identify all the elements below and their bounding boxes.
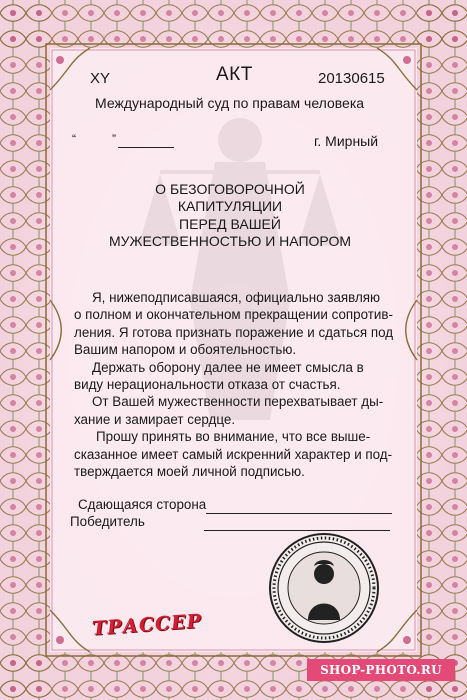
title-line: ПЕРЕД ВАШЕЙ bbox=[179, 215, 281, 232]
body-line: Держать оборону далее не имеет смысла в bbox=[92, 359, 364, 375]
body-line: ления. Я готова признать поражение и сдаться под bbox=[74, 324, 394, 340]
surrendering-party-signature-line bbox=[206, 512, 392, 514]
document-title: АКТ bbox=[216, 64, 253, 85]
act-body bbox=[74, 289, 404, 480]
header-code: XY bbox=[90, 70, 111, 87]
court-name: Международный суд по правам человека bbox=[95, 95, 365, 111]
body-line: хание и замирает сердце. bbox=[74, 411, 236, 427]
city: г. Мирный bbox=[314, 133, 379, 149]
title-line: МУЖЕСТВЕННОСТЬЮ И НАПОРОМ bbox=[109, 232, 351, 249]
body-line: сказанное имеет самый искренний характер и под- bbox=[74, 446, 393, 462]
official-seal-icon bbox=[268, 532, 380, 644]
winner-label: Победитель bbox=[70, 514, 145, 529]
stamp-signature: ТРАССЕР bbox=[91, 610, 203, 640]
act-subject-title bbox=[60, 181, 400, 250]
body-line: о полном и окончательном прекращении сопротив- bbox=[74, 307, 393, 323]
title-line: КАПИТУЛЯЦИИ bbox=[177, 198, 283, 215]
surrendering-party-label: Сдающаяся сторона bbox=[78, 497, 207, 512]
body-line: Вашим напором и обоятельностью. bbox=[74, 342, 297, 358]
date-quote-close: ” bbox=[112, 132, 116, 146]
body-line: Прошу принять во внимание, что все выше- bbox=[96, 429, 371, 445]
winner-signature-line bbox=[204, 529, 390, 531]
body-line: От Вашей мужественности перехватывает ды- bbox=[92, 394, 384, 410]
date-blank-line bbox=[118, 134, 174, 148]
site-logo: SHOP-PHOTO.RU bbox=[307, 659, 455, 681]
document-number: 20130615 bbox=[318, 70, 385, 87]
body-line: тверждается моей личной подписью. bbox=[74, 464, 305, 480]
date-quote-open: “ bbox=[72, 132, 76, 146]
body-line: Я, нижеподписавшаяся, официально заявляю bbox=[92, 290, 381, 305]
body-line: виду нерациональности отказа от счастья. bbox=[74, 377, 341, 393]
title-line: О БЕЗОГОВОРОЧНОЙ bbox=[155, 181, 305, 197]
